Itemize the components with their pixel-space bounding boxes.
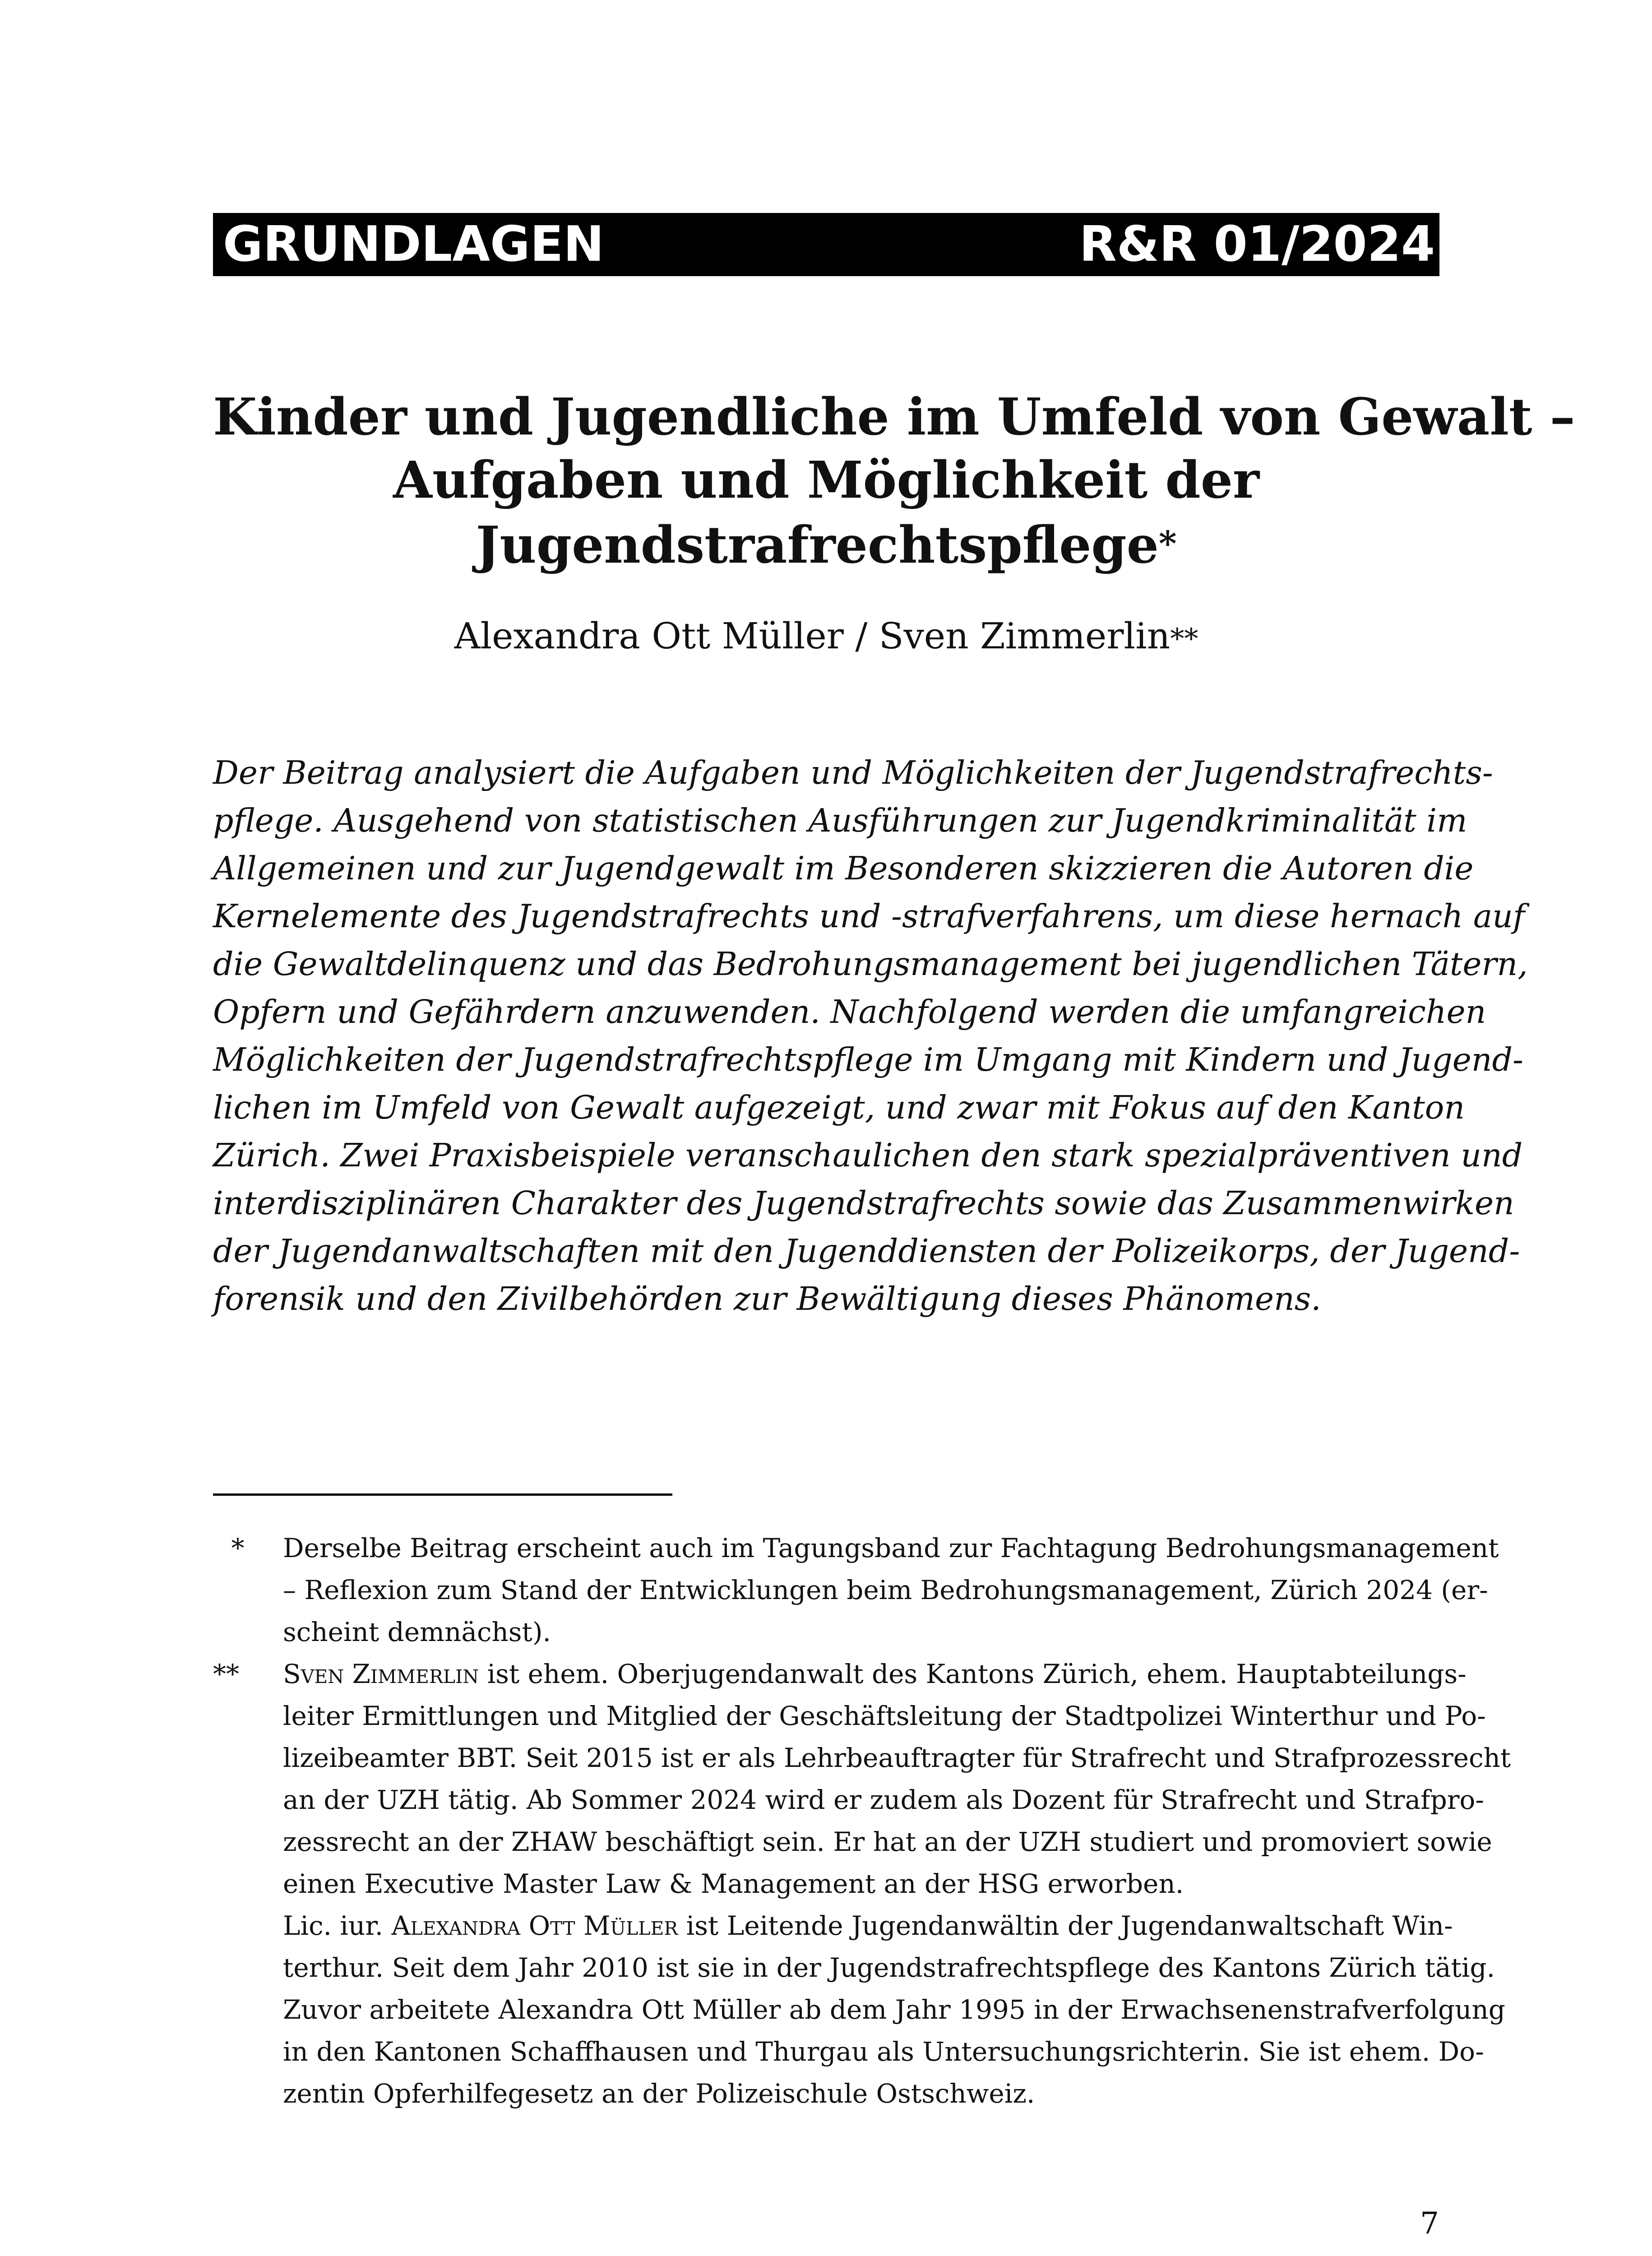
abstract-line: Zürich. Zwei Praxisbeispiele veranschaulichen den stark spezialpräventiven und	[213, 1137, 1523, 1174]
author-footnote-mark[interactable]: **	[1170, 622, 1199, 655]
footnote-2	[213, 1653, 1511, 2115]
footnotes	[213, 1527, 1511, 2115]
footnote-line: terthur. Seit dem Jahr 2010 ist sie in der Jugendstrafrechtspflege des Kantons Zürich tätig.	[283, 1952, 1495, 1983]
abstract-line: Kernelemente des Jugendstrafrechts und -strafverfahrens, um diese hernach auf	[213, 897, 1525, 935]
abstract-line: Der Beitrag analysiert die Aufgaben und Möglichkeiten der Jugendstrafrechts-	[213, 754, 1493, 791]
abstract-line: lichen im Umfeld von Gewalt aufgezeigt, und zwar mit Fokus auf den Kanton	[213, 1089, 1465, 1126]
footnote-line	[283, 1653, 1467, 1695]
footnote-line: – Reflexion zum Stand der Entwicklungen beim Bedrohungsmanagement, Zürich 2024 (er-	[283, 1575, 1488, 1605]
title-line-1: Kinder und Jugendliche im Umfeld von Gewalt –	[213, 388, 1575, 447]
footnote-line: an der UZH tätig. Ab Sommer 2024 wird er zudem als Dozent für Strafrecht und Strafpro-	[283, 1784, 1484, 1815]
footnote-line: leiter Ermittlungen und Mitglied der Geschäftsleitung der Stadtpolizei Winterthur und Po-	[283, 1701, 1486, 1731]
title-footnote-mark[interactable]: *	[1158, 523, 1177, 564]
abstract-line: Opfern und Gefährdern anzuwenden. Nachfolgend werden die umfangreichen	[213, 993, 1486, 1031]
footnote-line: einen Executive Master Law & Management an der HSG erworben.	[283, 1868, 1184, 1899]
footnote-text: ist Leitende Jugendanwältin der Jugendanwaltschaft Win-	[678, 1910, 1453, 1941]
title-line-2: Aufgaben und Möglichkeit der	[393, 451, 1259, 510]
footnote-line	[283, 1905, 1453, 1947]
footnote-line: scheint demnächst).	[283, 1617, 551, 1647]
issue-label: R&R 01/2024	[1079, 216, 1435, 273]
title-line-3-text: Jugendstrafrechtspflege	[476, 516, 1159, 575]
abstract-line: forensik und den Zivilbehörden zur Bewältigung dieses Phänomens.	[213, 1280, 1321, 1318]
footnote-line: in den Kantonen Schaffhausen und Thurgau als Untersuchungsrichterin. Sie ist ehem. Do-	[283, 2036, 1484, 2067]
title-line-3	[213, 512, 1439, 577]
footnote-2-mark: **	[213, 1659, 239, 1689]
footnote-1-body	[283, 1527, 1499, 1653]
author-name-zimmerlin: Sven Zimmerlin	[283, 1659, 479, 1689]
footnote-line: zessrecht an der ZHAW beschäftigt sein. Er hat an der UZH studiert und promoviert sowie	[283, 1826, 1492, 1857]
abstract-line: der Jugendanwaltschaften mit den Jugenddiensten der Polizeikorps, der Jugend-	[213, 1232, 1520, 1270]
abstract-line: Möglichkeiten der Jugendstrafrechtspflege im Umgang mit Kindern und Jugend-	[213, 1041, 1523, 1078]
footnote-2-body	[283, 1653, 1511, 2115]
footnote-text: ist ehem. Oberjugendanwalt des Kantons Zürich, ehem. Hauptabteilungs-	[479, 1659, 1467, 1689]
footnote-1	[213, 1527, 1499, 1653]
footnote-1-mark: *	[231, 1533, 245, 1563]
abstract-line: Allgemeinen und zur Jugendgewalt im Besonderen skizzieren die Autoren die	[213, 850, 1474, 887]
abstract-line: pflege. Ausgehend von statistischen Ausführungen zur Jugendkriminalität im	[213, 802, 1467, 839]
page-number: 7	[1420, 2206, 1439, 2241]
section-header-bar	[213, 213, 1439, 276]
abstract-line: die Gewaltdelinquenz und das Bedrohungsmanagement bei jugendlichen Tätern,	[213, 945, 1528, 983]
abstract-line: interdisziplinären Charakter des Jugendstrafrechts sowie das Zusammenwirken	[213, 1184, 1514, 1222]
footnote-line: Derselbe Beitrag erscheint auch im Tagungsband zur Fachtagung Bedrohungsmanagement	[283, 1533, 1499, 1563]
footnote-line: Zuvor arbeitete Alexandra Ott Müller ab dem Jahr 1995 in der Erwachsenenstrafverfolgung	[283, 1994, 1505, 2025]
footnote-line: zentin Opferhilfegesetz an der Polizeischule Ostschweiz.	[283, 2078, 1035, 2109]
footnote-line: lizeibeamter BBT. Seit 2015 ist er als Lehrbeauftragter für Strafrecht und Strafprozessrecht	[283, 1743, 1511, 1773]
footnote-text: Lic. iur.	[283, 1910, 392, 1941]
author-names: Alexandra Ott Müller / Sven Zimmerlin	[454, 615, 1171, 657]
abstract	[213, 749, 1528, 1323]
author-name-ott-mueller: Alexandra Ott Müller	[391, 1910, 678, 1941]
author-line	[213, 611, 1439, 664]
footnote-separator	[213, 1493, 672, 1496]
article-title	[213, 386, 1575, 577]
section-label: GRUNDLAGEN	[223, 216, 604, 273]
